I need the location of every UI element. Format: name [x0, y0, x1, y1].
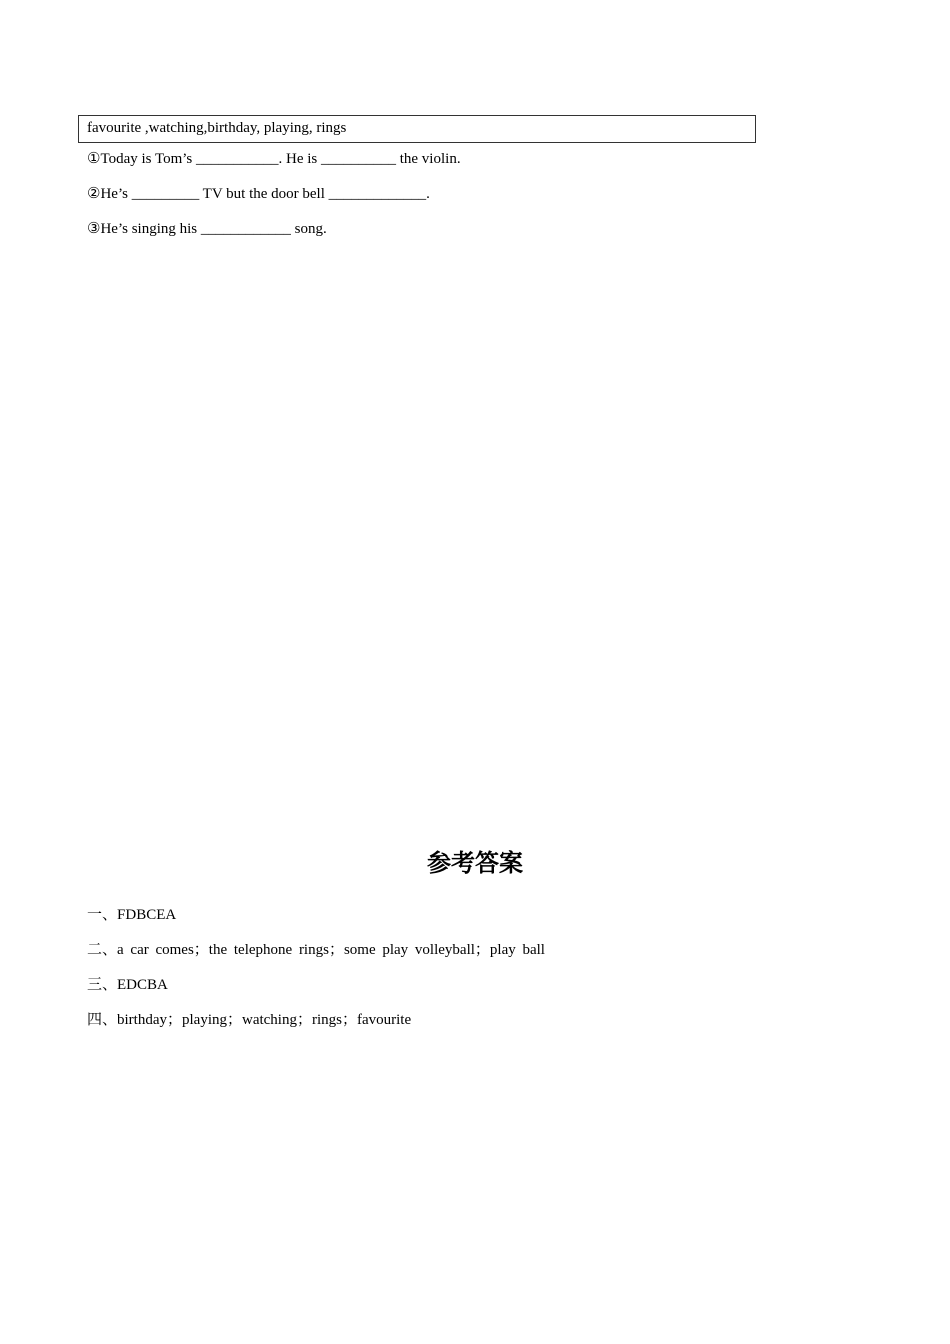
- answer-label: 四、: [87, 1012, 118, 1028]
- answer-label: 二、: [87, 942, 118, 958]
- answer-text: a car comes；the telephone rings；some play volleyball；play ball: [117, 942, 545, 958]
- answer-item-4: [87, 1011, 411, 1029]
- question-1: ①Today is Tom’s ___________. He is __________ the violin.: [87, 151, 461, 167]
- word-bank-text: favourite ,watching,birthday, playing, rings: [87, 120, 347, 136]
- answer-label: 一、: [87, 907, 118, 923]
- answer-item-3: [87, 976, 168, 994]
- answer-key-title: 参考答案: [427, 849, 523, 877]
- answer-text: EDCBA: [117, 977, 168, 993]
- question-2: ②He’s _________ TV but the door bell _____________.: [87, 186, 430, 202]
- answer-label: 三、: [87, 977, 118, 993]
- answer-item-2: [87, 941, 545, 959]
- question-3: ③He’s singing his ____________ song.: [87, 221, 327, 237]
- answer-item-1: [87, 906, 176, 924]
- word-bank-box: [78, 115, 756, 143]
- answer-text: FDBCEA: [117, 907, 177, 923]
- answer-text: birthday；playing；watching；rings；favourite: [117, 1012, 412, 1028]
